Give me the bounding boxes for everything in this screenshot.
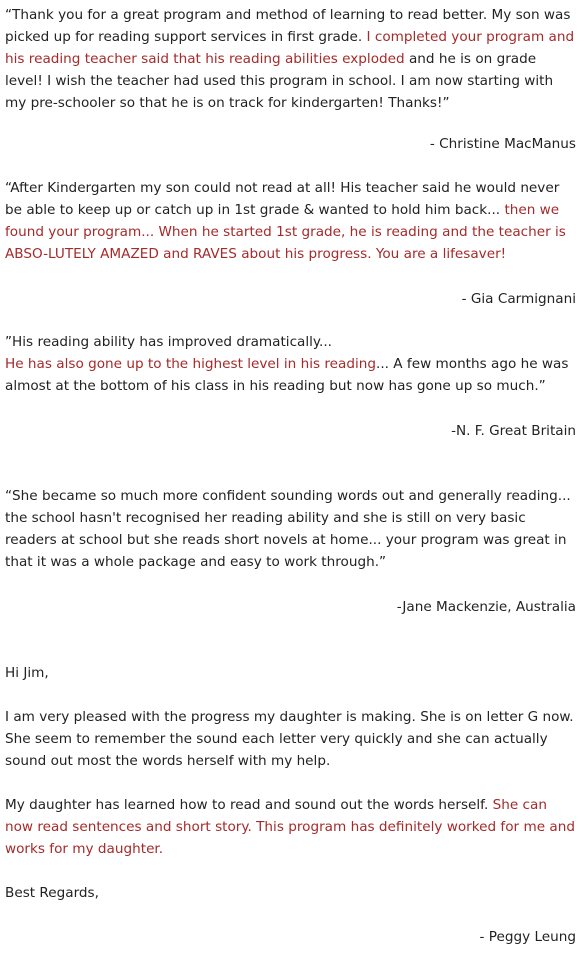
- testimonial-text-segment: “Thank you for a great program and method of learning to read better. My son was picked up for reading support services in first grade.: [5, 7, 571, 45]
- testimonial-2-signature-row: [5, 288, 576, 310]
- testimonial-1: [5, 4, 576, 114]
- letter-paragraph-2: [5, 794, 576, 860]
- letter-highlight: She can now read sentences and short story. This program has definitely worked for me and works for my daughter.: [5, 797, 575, 857]
- letter-closing-row: [5, 882, 576, 904]
- letter-paragraph-1: [5, 706, 576, 772]
- testimonial-highlight: He has also gone up to the highest level in his reading: [5, 356, 377, 372]
- testimonial-highlight: I completed your program and his reading teacher said that his reading abilities exploded: [5, 29, 575, 67]
- testimonial-3-signature-row: [5, 420, 576, 442]
- testimonial-text: [5, 4, 576, 114]
- testimonial-signature: -N. F. Great Britain: [451, 423, 576, 439]
- letter-greeting-row: [5, 662, 576, 684]
- testimonial-signature: - Gia Carmignani: [461, 291, 576, 307]
- testimonial-text-segment: “After Kindergarten my son could not read at all! His teacher said he would never be able to keep up or catch up in 1st grade & wanted to hold him back...: [5, 180, 560, 218]
- testimonial-text-segment: ... A few months ago he was almost at the bottom of his class in his reading but now has gone up so much.”: [5, 356, 569, 394]
- letter-paragraph: I am very pleased with the progress my daughter is making. She is on letter G now. She seem to remember the sound each letter very quickly and she can actually sound out most the words herself with my help.: [5, 709, 574, 769]
- testimonial-text: [5, 331, 576, 397]
- letter-signature-row: [5, 926, 576, 948]
- testimonial-4-signature-row: [5, 596, 576, 618]
- testimonial-4: [5, 485, 576, 573]
- testimonial-highlight: then we found your program... When he started 1st grade, he is reading and the teacher is ABSO-LUTELY AMAZED and RAVES about his progress. You are a lifesaver!: [5, 202, 566, 262]
- testimonial-3: [5, 331, 576, 397]
- letter-paragraph: [5, 794, 576, 860]
- letter-signature: - Peggy Leung: [479, 929, 576, 945]
- testimonial-text: [5, 485, 576, 573]
- testimonial-text-segment: ”His reading ability has improved dramatically...: [5, 334, 332, 350]
- testimonial-1-signature-row: [5, 133, 576, 155]
- letter-text-segment: My daughter has learned how to read and sound out the words herself.: [5, 797, 493, 813]
- testimonial-text-segment: and he is on grade level! I wish the teacher had used this program in school. I am now starting with my pre-schooler so that he is on track for kindergarten! Thanks!”: [5, 51, 554, 111]
- letter-greeting: Hi Jim,: [5, 665, 49, 681]
- testimonial-text: [5, 177, 576, 265]
- testimonial-signature: -Jane Mackenzie, Australia: [396, 599, 576, 615]
- letter-closing: Best Regards,: [5, 885, 99, 901]
- testimonial-2: [5, 177, 576, 265]
- testimonial-signature: - Christine MacManus: [429, 136, 576, 152]
- testimonial-text-segment: “She became so much more confident sounding words out and generally reading... the school hasn't recognised her reading ability and she is still on very basic readers at school but she reads short novels at home... your program was great in that it was a whole package and easy to work through.”: [5, 488, 571, 570]
